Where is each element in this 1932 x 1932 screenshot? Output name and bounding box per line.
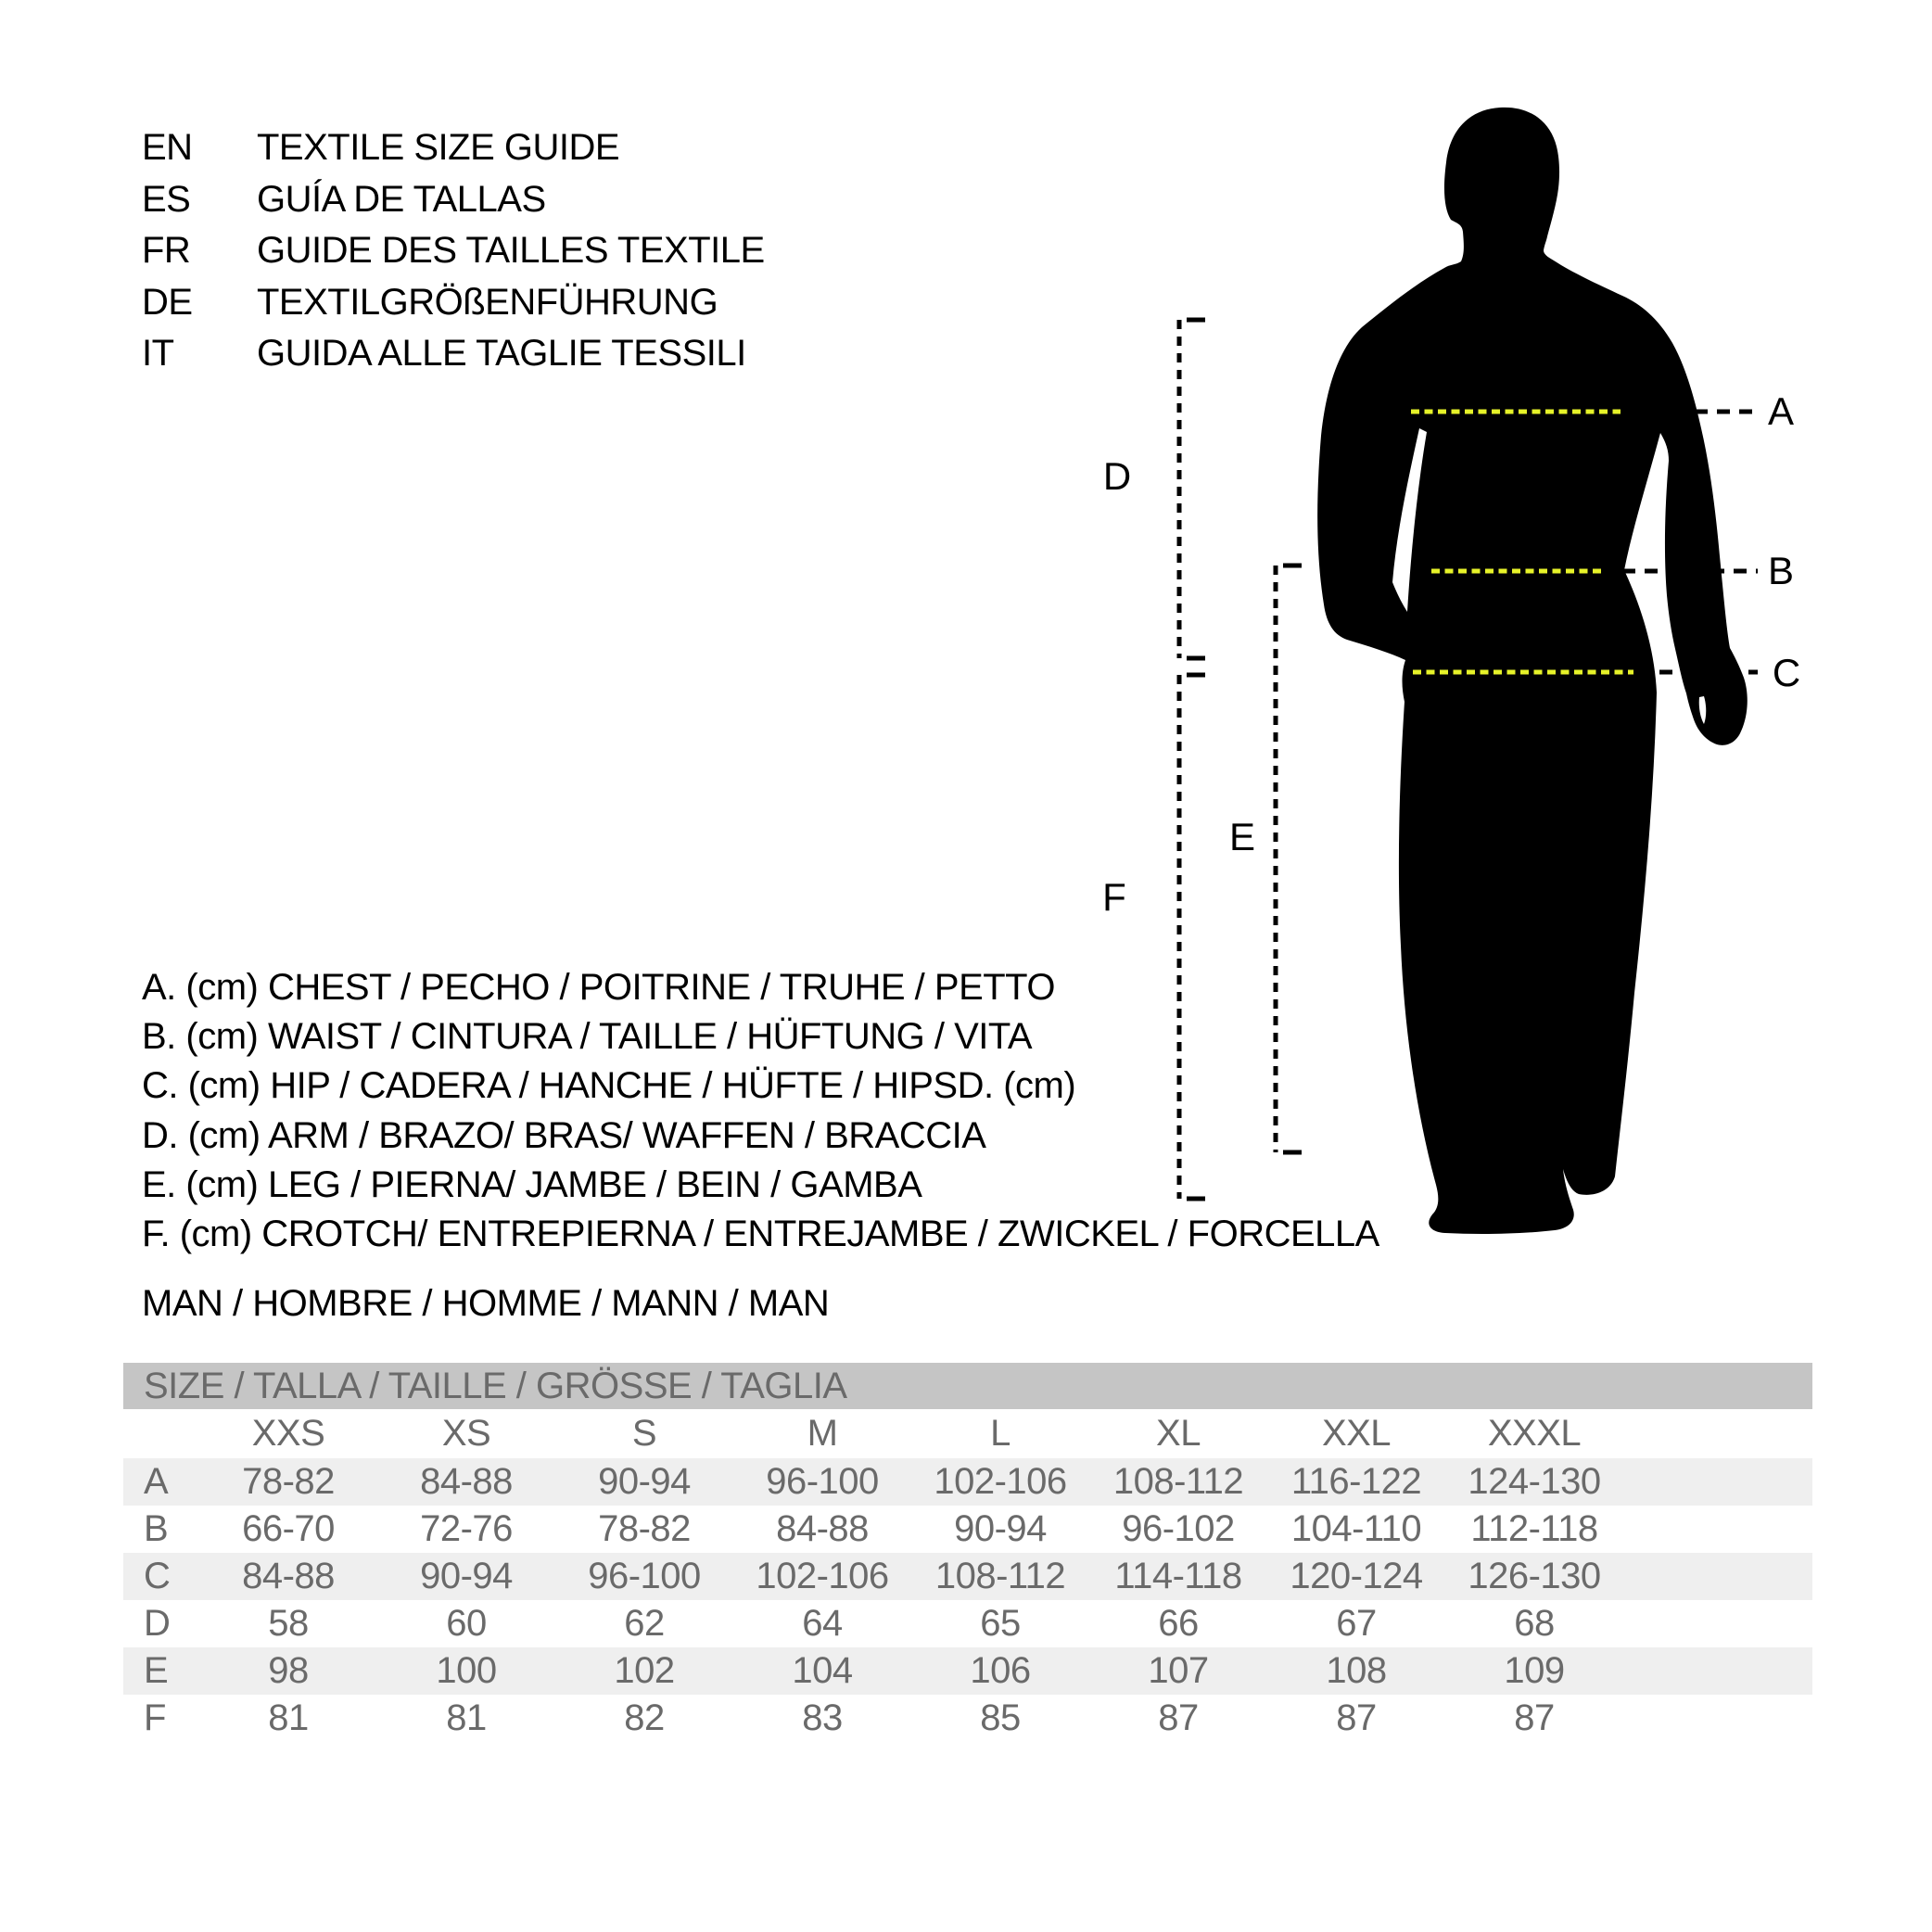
measurement-cell: 87 bbox=[1514, 1697, 1555, 1738]
measurement-cell: 102-106 bbox=[756, 1556, 889, 1596]
legend-item: F. (cm) CROTCH/ ENTREPIERNA / ENTREJAMBE / ZWICKEL / FORCELLA bbox=[142, 1214, 1379, 1255]
measurement-cell: 60 bbox=[446, 1603, 487, 1644]
measurement-cell: 102 bbox=[614, 1650, 675, 1691]
language-code: IT bbox=[142, 333, 174, 375]
measurement-cell: 78-82 bbox=[598, 1508, 691, 1549]
language-code: FR bbox=[142, 230, 191, 272]
measurement-cell: 124-130 bbox=[1468, 1461, 1601, 1502]
measurement-cell: 109 bbox=[1504, 1650, 1565, 1691]
measurement-cell: 84-88 bbox=[420, 1461, 513, 1502]
legend-item: C. (cm) HIP / CADERA / HANCHE / HÜFTE / HIPSD. (cm) bbox=[142, 1065, 1076, 1107]
measurement-cell: 107 bbox=[1148, 1650, 1209, 1691]
measurement-cell: 120-124 bbox=[1290, 1556, 1423, 1596]
table-row bbox=[123, 1600, 1812, 1647]
measurement-cell: 83 bbox=[802, 1697, 843, 1738]
measurement-cell: 96-100 bbox=[588, 1556, 701, 1596]
size-column-header: S bbox=[631, 1413, 657, 1454]
measurement-cell: 84-88 bbox=[242, 1556, 335, 1596]
legend-item: A. (cm) CHEST / PECHO / POITRINE / TRUHE / PETTO bbox=[142, 967, 1056, 1009]
row-label: A bbox=[144, 1461, 169, 1502]
legend-item: E. (cm) LEG / PIERNA/ JAMBE / BEIN / GAMBA bbox=[142, 1163, 922, 1205]
size-table-sizes-row bbox=[123, 1409, 1812, 1458]
row-label: C bbox=[144, 1556, 171, 1596]
language-title: TEXTILGRÖßENFÜHRUNG bbox=[257, 281, 718, 323]
language-title: TEXTILE SIZE GUIDE bbox=[257, 127, 620, 169]
table-row bbox=[123, 1647, 1812, 1695]
size-table-body bbox=[123, 1458, 1812, 1742]
measurement-cell: 102-106 bbox=[934, 1461, 1067, 1502]
size-column-header: L bbox=[990, 1413, 1010, 1454]
measurement-cell: 85 bbox=[980, 1697, 1021, 1738]
measurement-cell: 104 bbox=[792, 1650, 853, 1691]
language-title: GUIDA ALLE TAGLIE TESSILI bbox=[257, 333, 746, 375]
measurement-cell: 78-82 bbox=[242, 1461, 335, 1502]
size-column-header: XXS bbox=[251, 1413, 325, 1454]
measurement-cell: 87 bbox=[1158, 1697, 1199, 1738]
measurement-cell: 112-118 bbox=[1470, 1508, 1598, 1549]
measurement-cell: 90-94 bbox=[954, 1508, 1047, 1549]
table-row bbox=[123, 1695, 1812, 1742]
measurement-cell: 66 bbox=[1158, 1603, 1199, 1644]
measurement-cell: 62 bbox=[624, 1603, 665, 1644]
measurement-cell: 106 bbox=[970, 1650, 1031, 1691]
measurement-cell: 82 bbox=[624, 1697, 665, 1738]
measurement-cell: 108-112 bbox=[934, 1556, 1066, 1596]
measurement-cell: 58 bbox=[268, 1603, 309, 1644]
size-column-header: XS bbox=[441, 1413, 491, 1454]
table-row bbox=[123, 1506, 1812, 1553]
leg-label: E bbox=[1228, 815, 1256, 858]
measurement-cell: 100 bbox=[436, 1650, 497, 1691]
measurement-cell: 108 bbox=[1326, 1650, 1387, 1691]
legend-item: D. (cm) ARM / BRAZO/ BRAS/ WAFFEN / BRACCIA bbox=[142, 1114, 986, 1156]
legend-item: B. (cm) WAIST / CINTURA / TAILLE / HÜFTUNG / VITA bbox=[142, 1016, 1033, 1058]
hip-label: C bbox=[1772, 651, 1801, 694]
measurement-cell: 64 bbox=[802, 1603, 843, 1644]
size-column-header: XXL bbox=[1321, 1413, 1392, 1454]
measurement-cell: 90-94 bbox=[598, 1461, 691, 1502]
size-table bbox=[123, 1363, 1812, 1742]
size-table-title: SIZE / TALLA / TAILLE / GRÖSSE / TAGLIA bbox=[144, 1365, 847, 1406]
row-label: D bbox=[144, 1603, 171, 1644]
measurement-cell: 126-130 bbox=[1468, 1556, 1601, 1596]
measurement-cell: 108-112 bbox=[1112, 1461, 1244, 1502]
language-code: DE bbox=[142, 281, 193, 323]
size-column-header: M bbox=[807, 1413, 838, 1454]
measurement-cell: 116-122 bbox=[1290, 1461, 1422, 1502]
measurement-cell: 67 bbox=[1336, 1603, 1377, 1644]
size-table-header bbox=[123, 1363, 1812, 1409]
waist-label: B bbox=[1767, 549, 1795, 592]
row-label: B bbox=[144, 1508, 169, 1549]
measurement-cell: 98 bbox=[268, 1650, 309, 1691]
measurement-cell: 114-118 bbox=[1114, 1556, 1242, 1596]
size-column-header: XL bbox=[1156, 1413, 1201, 1454]
crotch-label: F bbox=[1102, 875, 1126, 919]
row-label: F bbox=[144, 1697, 166, 1738]
language-title: GUIDE DES TAILLES TEXTILE bbox=[257, 230, 765, 272]
measurement-cell: 90-94 bbox=[420, 1556, 513, 1596]
chest-label: A bbox=[1767, 389, 1795, 433]
measurement-cell: 87 bbox=[1336, 1697, 1377, 1738]
measurement-cell: 81 bbox=[446, 1697, 487, 1738]
category-line: MAN / HOMBRE / HOMME / MANN / MAN bbox=[142, 1282, 830, 1324]
row-label: E bbox=[144, 1650, 169, 1691]
measurement-cell: 68 bbox=[1514, 1603, 1555, 1644]
language-title: GUÍA DE TALLAS bbox=[257, 178, 546, 220]
measurement-cell: 81 bbox=[268, 1697, 309, 1738]
language-code: EN bbox=[142, 127, 193, 169]
measurement-cell: 96-100 bbox=[766, 1461, 879, 1502]
man-silhouette bbox=[1317, 108, 1748, 1234]
language-code: ES bbox=[142, 178, 191, 220]
table-row bbox=[123, 1458, 1812, 1506]
measurement-cell: 65 bbox=[980, 1603, 1021, 1644]
measurement-cell: 66-70 bbox=[242, 1508, 335, 1549]
measurement-legend bbox=[142, 963, 1379, 1259]
measurement-cell: 96-102 bbox=[1122, 1508, 1235, 1549]
table-row bbox=[123, 1553, 1812, 1600]
size-column-header: XXXL bbox=[1487, 1413, 1582, 1454]
measurement-cell: 84-88 bbox=[776, 1508, 869, 1549]
measurement-cell: 104-110 bbox=[1290, 1508, 1422, 1549]
arm-label: D bbox=[1102, 454, 1132, 498]
measurement-cell: 72-76 bbox=[420, 1508, 513, 1549]
